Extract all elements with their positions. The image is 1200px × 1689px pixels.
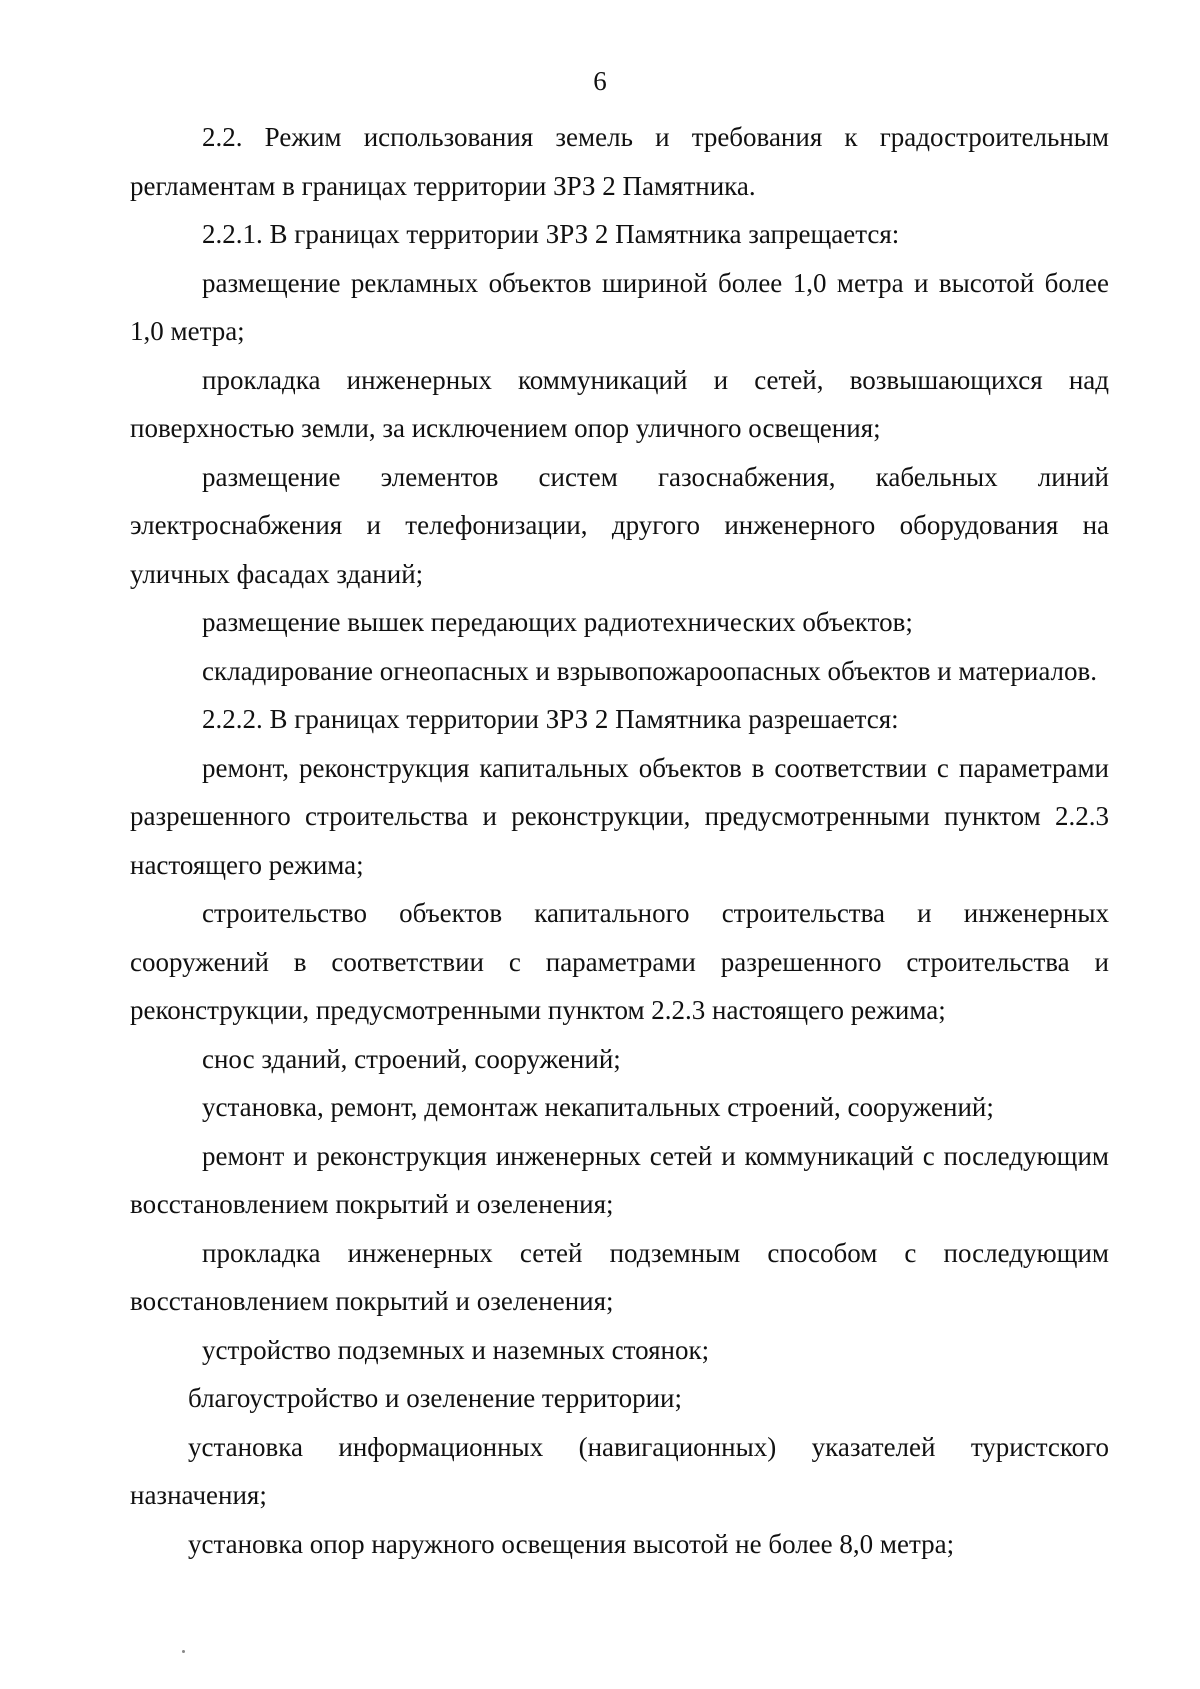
permission-item: снос зданий, строений, сооружений; — [202, 1043, 621, 1074]
permission-item: благоустройство и озеленение территории; — [188, 1383, 683, 1413]
subsection-2-2-1-heading: 2.2.1. В границах территории ЗРЗ 2 Памятника запрещается: — [202, 219, 900, 249]
prohibition-item: размещение вышек передающих радиотехнических объектов; — [202, 607, 913, 637]
permission-item: ремонт и реконструкция инженерных сетей и коммуникаций с последующим восстановлением покрытий и озеленения; — [130, 1140, 1109, 1219]
prohibition-item: складирование огнеопасных и взрывопожароопасных объектов и материалов. — [202, 655, 1098, 686]
prohibition-item: размещение элементов систем газоснабжения, кабельных линий электроснабжения и телефонизации, другого инженерного оборудования на уличных фасадах зданий; — [130, 461, 1109, 589]
permission-item: установка опор наружного освещения высотой не более 8,0 метра; — [188, 1528, 955, 1559]
permission-item: прокладка инженерных сетей подземным способом с последующим восстановлением покрытий и озеленения; — [130, 1237, 1109, 1316]
prohibition-item: размещение рекламных объектов шириной более 1,0 метра и высотой более 1,0 метра; — [130, 267, 1109, 346]
prohibition-item: прокладка инженерных коммуникаций и сетей, возвышающихся над поверхностью земли, за исключением опор уличного освещения; — [130, 364, 1109, 443]
scan-speck — [182, 1650, 185, 1653]
permission-item: строительство объектов капитального строительства и инженерных сооружений в соответствии с параметрами разрешенного строительства и реконструкции, предусмотренными пунктом 2.2.3 настоящего режима; — [130, 898, 1109, 1025]
permission-item: установка, ремонт, демонтаж некапитальных строений, сооружений; — [202, 1092, 994, 1122]
page-number: 6 — [593, 66, 607, 96]
permission-item: установка информационных (навигационных) указателей туристского назначения; — [130, 1431, 1109, 1510]
subsection-2-2-2-heading: 2.2.2. В границах территории ЗРЗ 2 Памятника разрешается: — [202, 704, 899, 734]
document-body — [130, 113, 1109, 1568]
permission-item: устройство подземных и наземных стоянок; — [202, 1334, 710, 1365]
permission-item: ремонт, реконструкция капитальных объектов в соответствии с параметрами разрешенного строительства и реконструкции, предусмотренными пунктом 2.2.3 настоящего режима; — [130, 752, 1109, 880]
section-heading-2-2: 2.2. Режим использования земель и требования к градостроительным регламентам в границах территории ЗРЗ 2 Памятника. — [130, 122, 1109, 201]
